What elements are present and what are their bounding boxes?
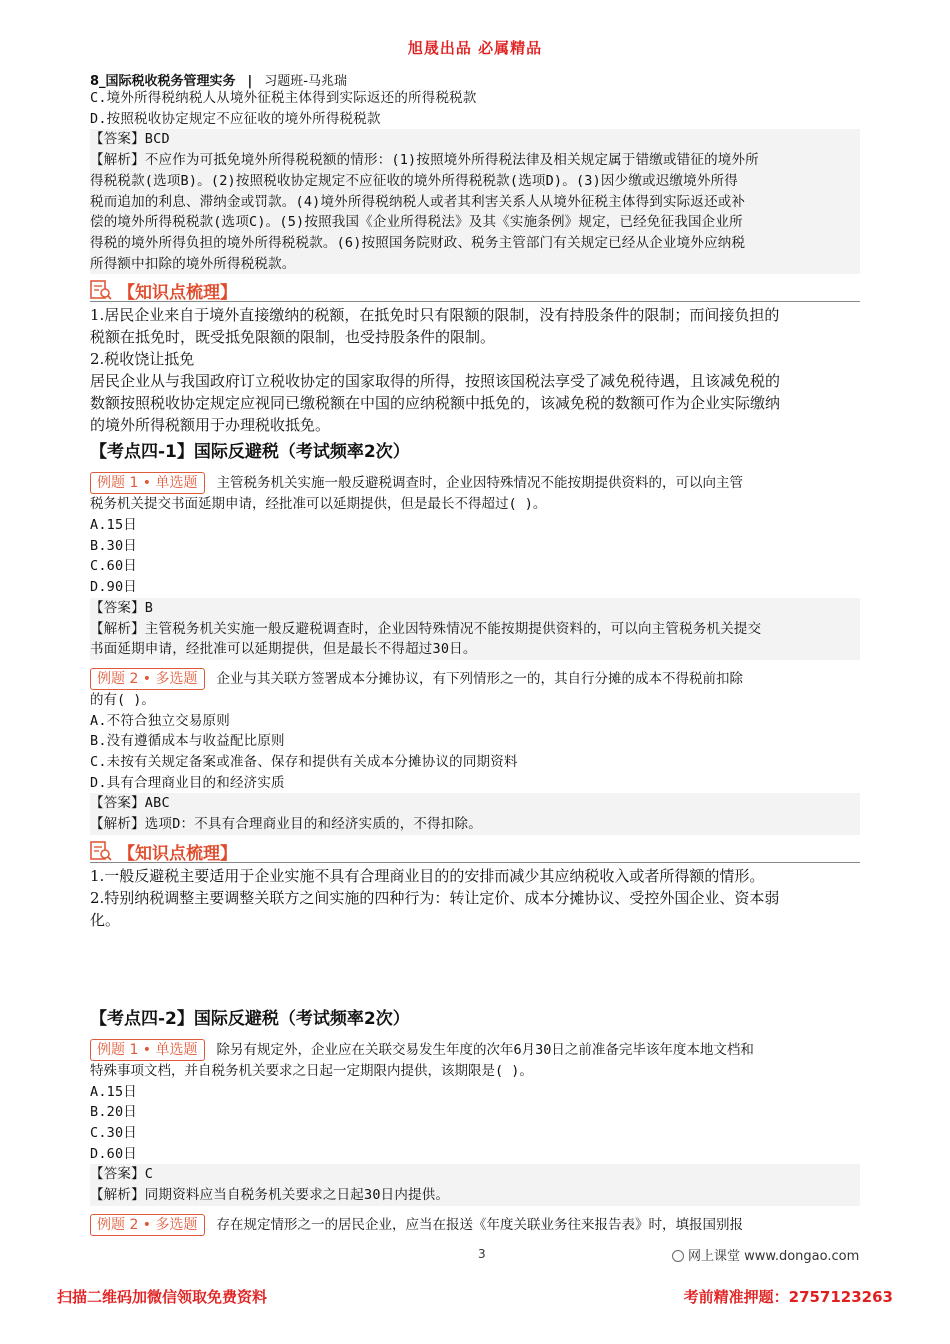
- option: C.30日: [90, 1124, 138, 1141]
- answer: 【答案】B: [90, 598, 860, 619]
- question-stem-line1: 企业与其关联方签署成本分摊协议，有下列情形之一的，其自行分摊的成本不得税前扣除: [216, 670, 744, 687]
- option: B.30日: [90, 537, 138, 554]
- divider: [90, 301, 860, 302]
- question-stem-line1: 主管税务机关实施一般反避税调查时，企业因特殊情况不能按期提供资料的，可以向主管: [216, 475, 744, 492]
- page-number: 3: [478, 1247, 486, 1261]
- question-stem-line2: 税务机关提交书面延期申请，经批准可以延期提供，但是最长不得超过( )。: [90, 496, 547, 513]
- analysis-line: 【解析】不应作为可抵免境外所得税税额的情形：(1)按照境外所得税法律及相关规定属于错缴或错征的境外所: [90, 152, 759, 169]
- question-block: [90, 668, 860, 835]
- question-stem-line1: 除另有规定外，企业应在关联交易发生年度的次年6月30日之前准备完毕该年度本地文档和: [216, 1041, 754, 1058]
- answer: 【答案】ABC: [90, 793, 860, 814]
- header-separator: |: [247, 74, 253, 89]
- bottom-right-note: 考前精准押题：2757123263: [683, 1288, 893, 1306]
- question-stem-line2: 特殊事项文档，并自税务机关要求之日起一定期限内提供，该期限是( )。: [90, 1062, 533, 1079]
- option: D.90日: [90, 579, 138, 596]
- option: C.60日: [90, 558, 138, 575]
- course-header: [90, 70, 347, 89]
- analysis-line: 偿的境外所得税税款(选项C)。(5)按照我国《企业所得税法》及其《实施条例》规定，已经免征我国企业所: [90, 214, 743, 231]
- option: B.没有遵循成本与收益配比原则: [90, 733, 285, 750]
- knowledge-line: 化。: [90, 910, 121, 929]
- option: D.具有合理商业目的和经济实质: [90, 774, 285, 791]
- knowledge-line: 2.税收饶让抵免: [90, 350, 195, 369]
- analysis-line: 【解析】同期资料应当自税务机关要求之日起30日内提供。: [90, 1185, 860, 1206]
- question-stem: [90, 1039, 860, 1061]
- question-stem: [90, 668, 860, 690]
- option: B.20日: [90, 1104, 138, 1121]
- analysis-line: 得税税款(选项B)。(2)按照税收协定规定不应征收的境外所得税税款(选项D)。(3)因少缴或迟缴境外所得: [90, 172, 738, 189]
- answer: 【答案】BCD: [90, 129, 860, 150]
- analysis-line: 【解析】主管税务机关实施一般反避税调查时，企业因特殊情况不能按期提供资料的，可以向主管税务机关提交: [90, 620, 762, 637]
- analysis-block: [90, 150, 860, 274]
- magnifier-note-icon: [90, 841, 112, 861]
- analysis-line: 税而追加的利息、滞纳金或罚款。(4)境外所得税纳税人或者其利害关系人从境外征税主体得到实际返还或补: [90, 193, 746, 210]
- question-block: [90, 1039, 860, 1206]
- analysis-line: 书面延期申请，经批准可以延期提供，但是最长不得超过30日。: [90, 641, 477, 658]
- question-stem-line2: 的有( )。: [90, 691, 155, 708]
- question-block: [90, 472, 860, 660]
- footer-logo: [672, 1245, 859, 1264]
- question-stem: [90, 1214, 860, 1236]
- knowledge-title: [90, 837, 860, 865]
- option: A.15日: [90, 517, 138, 534]
- class-info: 习题班-马兆瑞: [264, 74, 347, 89]
- logo-text: 网上课堂 www.dongao.com: [688, 1249, 860, 1264]
- top-banner: 旭晟出品 必属精品: [407, 39, 543, 57]
- question-badge: 例题 1 • 单选题: [90, 1039, 205, 1061]
- option-c: C.境外所得税纳税人从境外征税主体得到实际返还的所得税税款: [90, 90, 477, 106]
- knowledge-line: 1.居民企业来自于境外直接缴纳的税额，在抵免时只有限额的限制，没有持股条件的限制；而间接负担的: [90, 306, 780, 325]
- option: C.未按有关规定备案或准备、保存和提供有关成本分摊协议的同期资料: [90, 754, 518, 771]
- divider: [90, 862, 860, 863]
- analysis-line: 得税的境外所得负担的境外所得税税款。(6)按照国务院财政、税务主管部门有关规定已经从企业境外应纳税: [90, 234, 746, 251]
- option: A.不符合独立交易原则: [90, 712, 230, 729]
- knowledge-line: 税额在抵免时，既受抵免限额的限制，也受持股条件的限制。: [90, 328, 496, 347]
- knowledge-line: 居民企业从与我国政府订立税收协定的国家取得的所得，按照该国税法享受了减免税待遇，且该减免税的: [90, 372, 781, 391]
- knowledge-line: 1.一般反避税主要适用于企业实施不具有合理商业目的的安排而减少其应纳税收入或者所得额的情形。: [90, 866, 765, 885]
- question-stem: [90, 472, 860, 494]
- question-block: [90, 1214, 860, 1236]
- question-badge: 例题 2 • 多选题: [90, 1214, 205, 1236]
- bottom-left-note: 扫描二维码加微信领取免费资料: [57, 1288, 268, 1306]
- section-heading: 【考点四-2】国际反避税（考试频率2次）: [90, 1008, 410, 1029]
- option: A.15日: [90, 1083, 138, 1100]
- analysis-line: 所得额中扣除的境外所得税税款。: [90, 255, 296, 272]
- question-stem-line1: 存在规定情形之一的居民企业，应当在报送《年度关联业务往来报告表》时，填报国别报: [216, 1216, 744, 1233]
- option-d: D.按照税收协定规定不应征收的境外所得税税款: [90, 110, 381, 127]
- answer: 【答案】C: [90, 1164, 860, 1185]
- knowledge-line: 2.特别纳税调整主要调整关联方之间实施的四种行为：转让定价、成本分摊协议、受控外国企业、资本弱: [90, 888, 780, 907]
- analysis-block: [90, 619, 860, 660]
- knowledge-label: 【知识点梳理】: [118, 283, 237, 304]
- page-content: [90, 88, 860, 1236]
- knowledge-line: 的境外所得税额用于办理税收抵免。: [90, 416, 331, 435]
- course-title: 8_国际税收税务管理实务: [90, 74, 236, 89]
- analysis-line: 【解析】选项D：不具有合理商业目的和经济实质的，不得扣除。: [90, 814, 860, 835]
- magnifier-note-icon: [90, 280, 112, 300]
- knowledge-line: 数额按照税收协定规定应视同已缴税额在中国的应纳税额中抵免的，该减免税的数额可作为企业实际缴纳: [90, 394, 781, 413]
- question-badge: 例题 2 • 多选题: [90, 668, 205, 690]
- knowledge-label: 【知识点梳理】: [118, 843, 237, 864]
- logo-icon: [672, 1250, 684, 1262]
- section-heading: 【考点四-1】国际反避税（考试频率2次）: [90, 442, 410, 463]
- question-badge: 例题 1 • 单选题: [90, 472, 205, 494]
- option: D.60日: [90, 1145, 138, 1162]
- knowledge-title: [90, 276, 860, 304]
